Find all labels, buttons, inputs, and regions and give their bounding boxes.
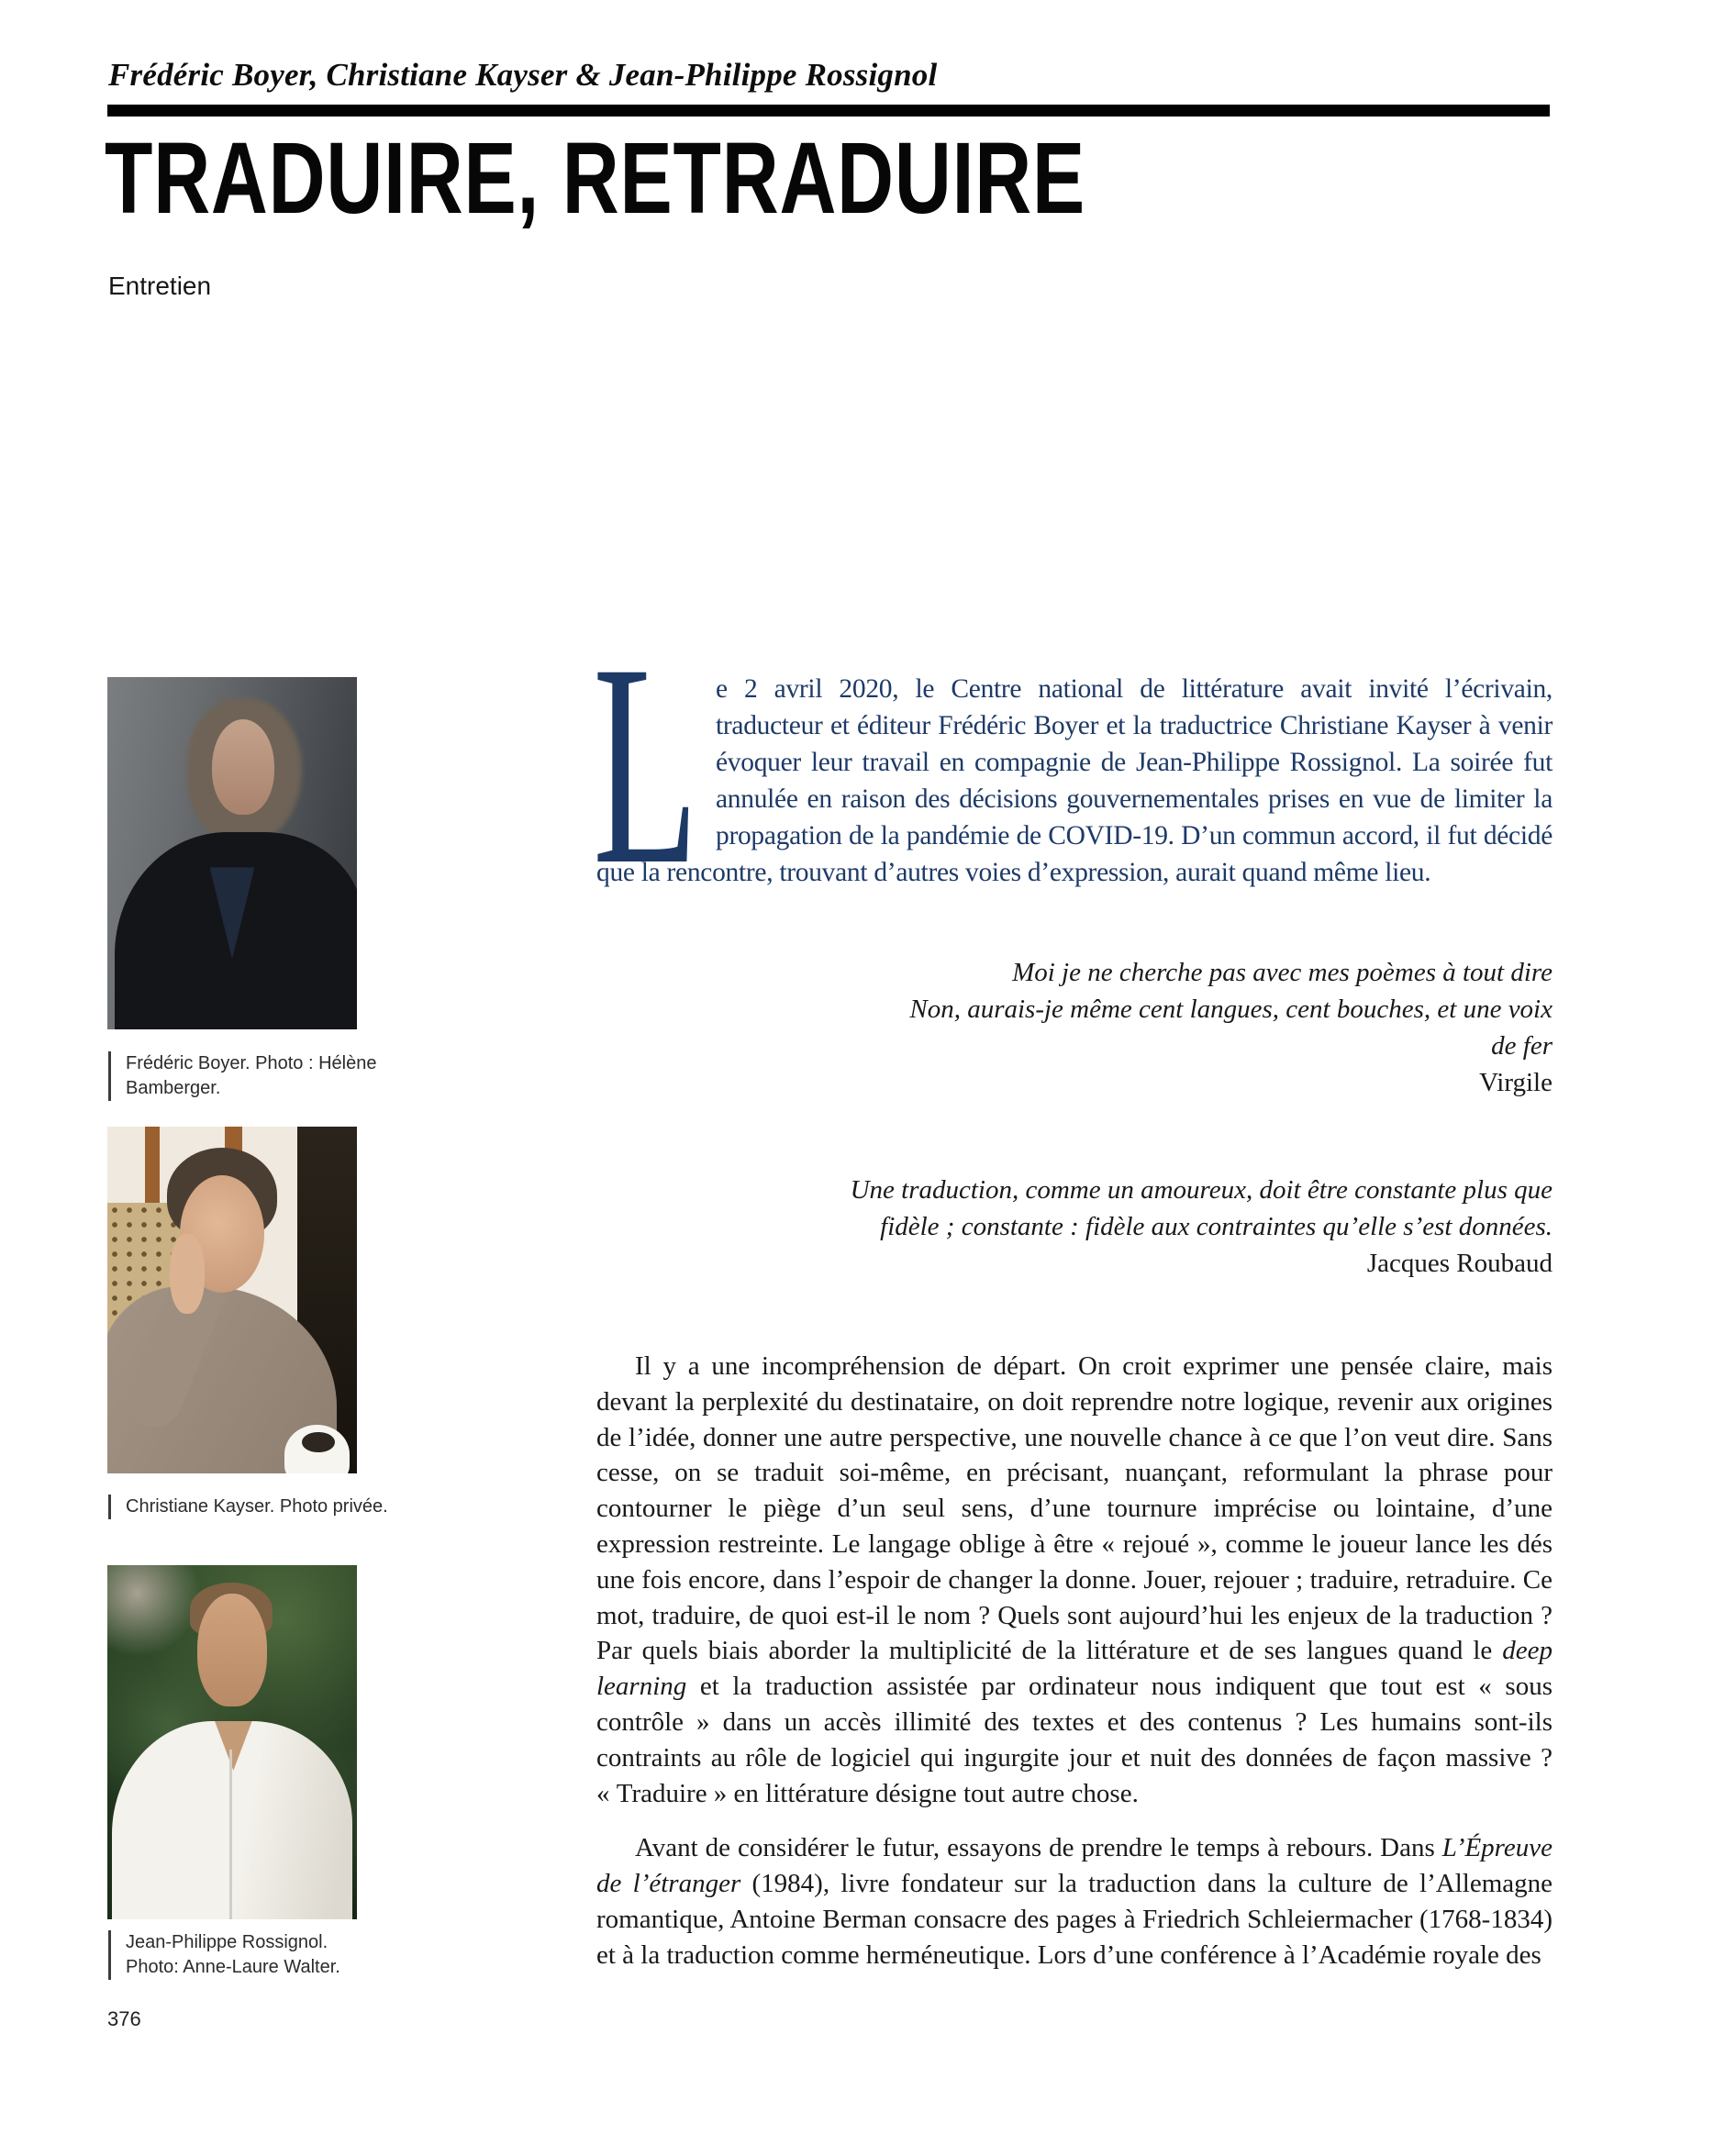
page-number: 376 [107,2007,141,2030]
authors-line: Frédéric Boyer, Christiane Kayser & Jean-Philippe Rossignol [108,57,938,93]
portrait-photo-christiane-kayser [107,1127,357,1473]
intro-text: e 2 avril 2020, le Centre national de littérature avait invité l’écrivain, traducteur et éditeur Frédéric Boyer et la traductrice Christiane Kayser à venir évoquer leur travail en compagnie de Jean-Philippe Rossignol. La soirée fut annulée en raison des décisions gouvernementales prises en vue de limiter la propagation de la pandémie de COVID-19. D’un commun accord, il fut décidé que la rencontre, trouvant d’autres voies d’expression, aurait quand même lieu. [596,674,1552,887]
caption-line: Frédéric Boyer. Photo : Hélène [126,1053,377,1073]
photo-shape-face [197,1594,267,1707]
epigraph-attribution: Jacques Roubaud [1366,1249,1552,1278]
epigraph-virgile [596,954,1552,1101]
epigraph-line: Moi je ne cherche pas avec mes poèmes à tout dire [1012,958,1552,987]
intro-paragraph [596,671,1552,891]
epigraph-line: de fer [1491,1031,1552,1061]
caption-line: Christiane Kayser. Photo privée. [126,1496,388,1517]
title-rule [107,105,1550,117]
article-body [596,1349,1552,1973]
epigraph-line: Non, aurais-je même cent langues, cent bouches, et une voix [909,995,1552,1024]
page-title: TRADUIRE, RETRADUIRE [105,122,1086,235]
photo-caption-frederic-boyer [108,1051,401,1101]
epigraph-line: Une traduction, comme un amoureux, doit être constante plus que [850,1175,1552,1205]
drop-cap: L [593,605,699,925]
dropcap-spacer [596,671,716,854]
photo-caption-jean-philippe-rossignol [108,1930,401,1980]
epigraph-line: fidèle ; constante : fidèle aux contraintes qu’elle s’est données. [880,1212,1552,1241]
caption-line: Photo: Anne-Laure Walter. [126,1957,340,1977]
photo-caption-christiane-kayser [108,1495,401,1519]
body-paragraph-2: Avant de considérer le futur, essayons de prendre le temps à rebours. Dans L’Épreuve de l’étranger (1984), livre fondateur sur la traduction dans la culture de l’Allemagne romantique, Antoine Berman consacre des pages à Friedrich Schleiermacher (1768-1834) et à la traduction comme herméneutique. Lors d’une conférence à l’Académie royale des [596,1833,1552,1970]
caption-line: Bamberger. [126,1078,221,1098]
photo-shape-face [212,719,274,815]
epigraph-attribution: Virgile [1479,1068,1552,1097]
photo-shape-cup [302,1432,334,1453]
epigraph-jacques-roubaud [596,1172,1552,1282]
subtitle-entretien: Entretien [108,272,212,300]
body-paragraph-1: Il y a une incompréhension de départ. On croit exprimer une pensée claire, mais devant la perplexité du destinataire, on doit reprendre notre logique, revenir aux origines de l’idée, donner une autre perspective, une nouvelle chance à ce que l’on veut dire. Sans cesse, on se traduit soi-même, en précisant, nuançant, reformulant la phrase pour contourner le piège d’un seul sens, d’une tournure imprécise ou lointaine, d’une expression restreinte. Le langage oblige à être « rejoué », comme le joueur lance les dés une fois encore, dans l’espoir de changer la donne. Jouer, rejouer ; traduire, retraduire. Ce mot, traduire, de quoi est-il le nom ? Quels sont aujourd’hui les enjeux de la traduction ? Par quels biais aborder la multiplicité de la littérature et de ses langues quand le deep learning et la traduction assistée par ordinateur nous indiquent que tout est « sous contrôle » dans un accès illimité des textes et des contenus ? Les humains sont-ils contraints au rôle de logiciel qui ingurgite jour et nuit des données de façon massive ? « Traduire » en littérature désigne tout autre chose. [596,1351,1552,1808]
photo-shape-placket [229,1750,232,1919]
portrait-photo-jean-philippe-rossignol [107,1565,357,1919]
caption-line: Jean-Philippe Rossignol. [126,1932,328,1952]
portrait-photo-frederic-boyer [107,677,357,1029]
photo-shape-hand [170,1234,205,1314]
